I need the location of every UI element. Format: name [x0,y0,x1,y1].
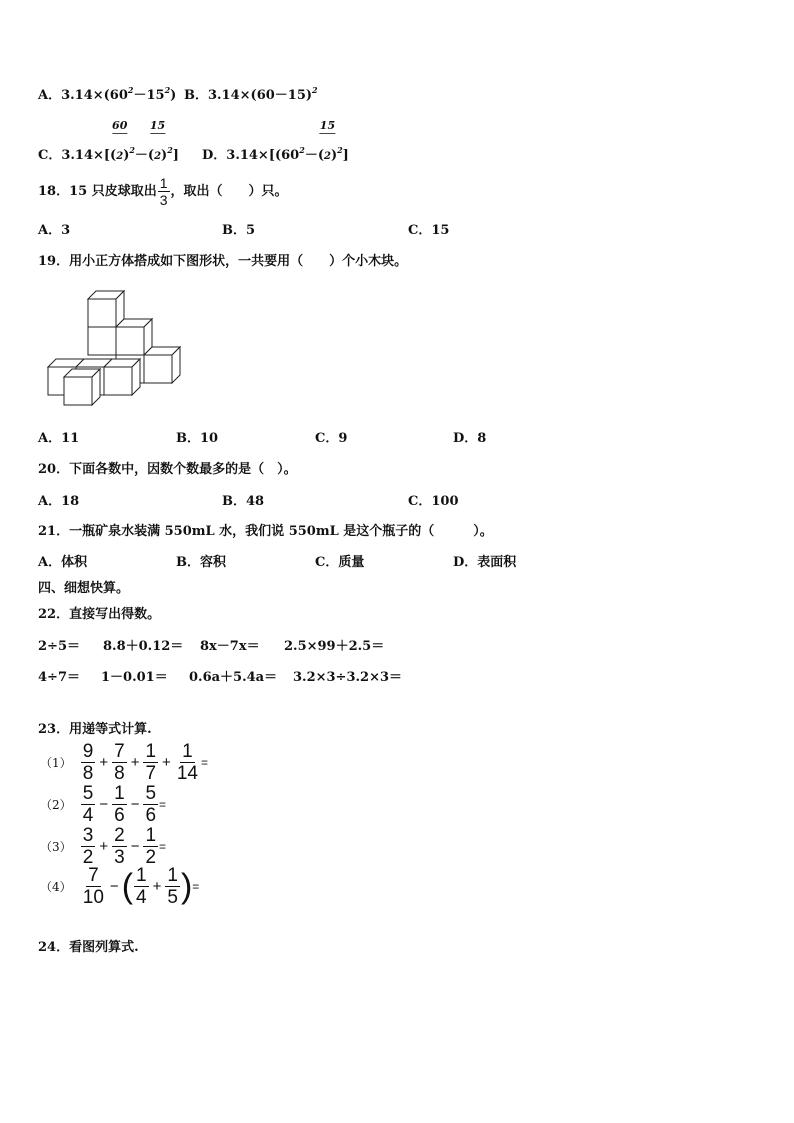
q22-stem: 22．直接写出得数。 [38,607,161,622]
q17-option-d: D．$3.14\times[(60^2-$( $\frac{15}{2})^2$] [202,119,349,163]
q19-option-c: C．9 [315,431,348,446]
q23-expression-2: （2） $\frac{5}{4}$ − $\frac{1}{6}$ − $\frac{5}{6}$ = [40,783,167,826]
q20-stem: 20．下面各数中，因数个数最多的是（ ）。 [38,462,297,477]
cube-face [104,367,132,395]
q22-expr: 8x－7x＝ [200,639,260,654]
q23-stem: 23．用递等式计算. [38,722,152,737]
q20-option-a: A．18 [38,494,80,509]
q19-option-d: D．8 [453,431,487,446]
q24-stem: 24．看图列算式. [38,940,139,955]
q20-option-b: B．48 [222,494,265,509]
q17-option-a: A．$3.14\times(60^2-15^2)$ [38,85,177,103]
q22-expr: 2÷5＝ [38,639,80,654]
q17-option-b: B．$3.14\times(60-15)^2$ [184,85,318,103]
q19-option-a: A．11 [38,431,80,446]
q20-option-c: C．100 [408,494,459,509]
q21-option-d: D．表面积 [453,555,517,570]
q18-fraction: $\frac{1}{3}$ [159,175,168,208]
q21-stem: 21．一瓶矿泉水装满 550mL 水，我们说 550mL 是这个瓶子的（ ）。 [38,524,493,539]
q21-option-b: B．容积 [176,555,226,570]
q17-option-c: C．3.14×[( $\frac{60}{2})^2-$( $\frac{15}{2})^2$] [38,119,179,163]
q19-option-b: B．10 [176,431,219,446]
q22-expr: 8.8＋0.12＝ [103,639,184,654]
q22-expr: 0.6a＋5.4a＝ [189,670,278,685]
q22-expr: 4÷7＝ [38,670,80,685]
q23-expression-4: （4） $\frac{7}{10}$ −( $\frac{1}{4}$ + $\frac{1}{5}$ )= [40,865,200,908]
cube-face [116,327,144,355]
section-heading: 四、细想快算。 [38,581,130,596]
q22-expr: 1－0.01＝ [101,670,168,685]
q18-option-c: C．15 [408,223,450,238]
cube-stack-figure [40,285,190,410]
q21-option-a: A．体积 [38,555,88,570]
cube-face [64,377,92,405]
q21-option-c: C．质量 [315,555,365,570]
q19-stem: 19．用小正方体搭成如下图形状，一共要用（ ）个小木块。 [38,254,408,269]
q18-option-a: A．3 [38,223,71,238]
q23-expression-3: （3） $\frac{3}{2}$ + $\frac{2}{3}$ − $\frac{1}{2}$ = [40,825,167,868]
cube-face [88,299,116,327]
cube-face [144,355,172,383]
cube-face [88,327,116,355]
q22-expr: 3.2×3÷3.2×3＝ [293,670,403,685]
q18-option-b: B．5 [222,223,256,238]
q22-expr: 2.5×99＋2.5＝ [284,639,385,654]
q18-stem: 18．15 只皮球取出 $\frac{1}{3}$ ，取出（ ）只。 [38,175,288,208]
q23-expression-1: （1） $\frac{9}{8}$ + $\frac{7}{8}$ + $\frac{1}{7}$ + $\frac{1}{14}$ = [40,741,208,784]
